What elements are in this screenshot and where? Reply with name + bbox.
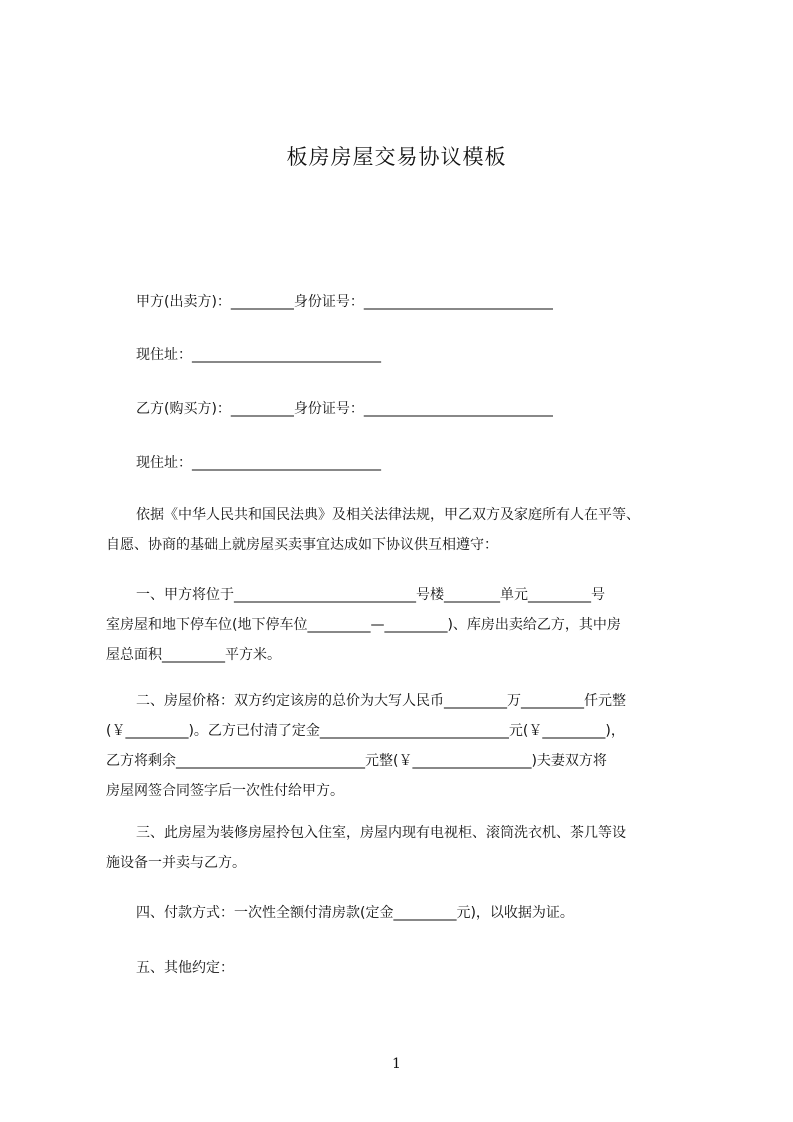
- clause-1: [106, 580, 706, 670]
- clause-3: [106, 818, 706, 878]
- party-a-line: 甲方(出卖方)：_________身份证号：___________________________: [136, 294, 553, 310]
- clause-1-line-1: 一、甲方将位于__________________________号楼________单元_________号: [136, 587, 605, 603]
- intro-paragraph: [106, 500, 706, 560]
- party-a-address-line: 现住址：___________________________: [136, 347, 381, 363]
- clause-2-line-2: (￥_________)。乙方已付清了定金___________________________元(￥_________)，: [106, 723, 625, 739]
- clause-3-line-2: 施设备一并卖与乙方。: [106, 855, 246, 871]
- page-number: 1: [392, 1056, 401, 1072]
- clause-2-line-4: 房屋网签合同签字后一次性付给甲方。: [106, 783, 344, 799]
- clause-4: 四、付款方式：一次性全额付清房款(定金_________元)，以收据为证。: [136, 905, 574, 921]
- clause-2-line-1: 二、房屋价格：双方约定该房的总价为大写人民币_________万_________仟元整: [136, 693, 626, 709]
- clause-1-line-2: 室房屋和地下停车位(地下停车位_________—_________)、库房出卖给乙方，其中房: [106, 617, 621, 633]
- clause-2-line-3: 乙方将剩余___________________________元整(￥_________________)夫妻双方将: [106, 753, 607, 769]
- intro-line-2: 自愿、协商的基础上就房屋买卖事宜达成如下协议供互相遵守：: [106, 537, 498, 553]
- clause-5: 五、其他约定：: [136, 960, 234, 976]
- clause-1-line-3: 屋总面积_________平方米。: [106, 647, 281, 663]
- page-title: 板房房屋交易协议模板: [286, 145, 507, 169]
- intro-line-1: 依据《中华人民共和国民法典》及相关法律法规，甲乙双方及家庭所有人在平等、: [136, 507, 640, 523]
- party-b-address-line: 现住址：___________________________: [136, 455, 381, 471]
- clause-3-line-1: 三、此房屋为装修房屋拎包入住室，房屋内现有电视柜、滚筒洗衣机、茶几等设: [136, 825, 626, 841]
- party-b-line: 乙方(购买方)：_________身份证号：___________________________: [136, 401, 553, 417]
- clause-2: [106, 686, 706, 806]
